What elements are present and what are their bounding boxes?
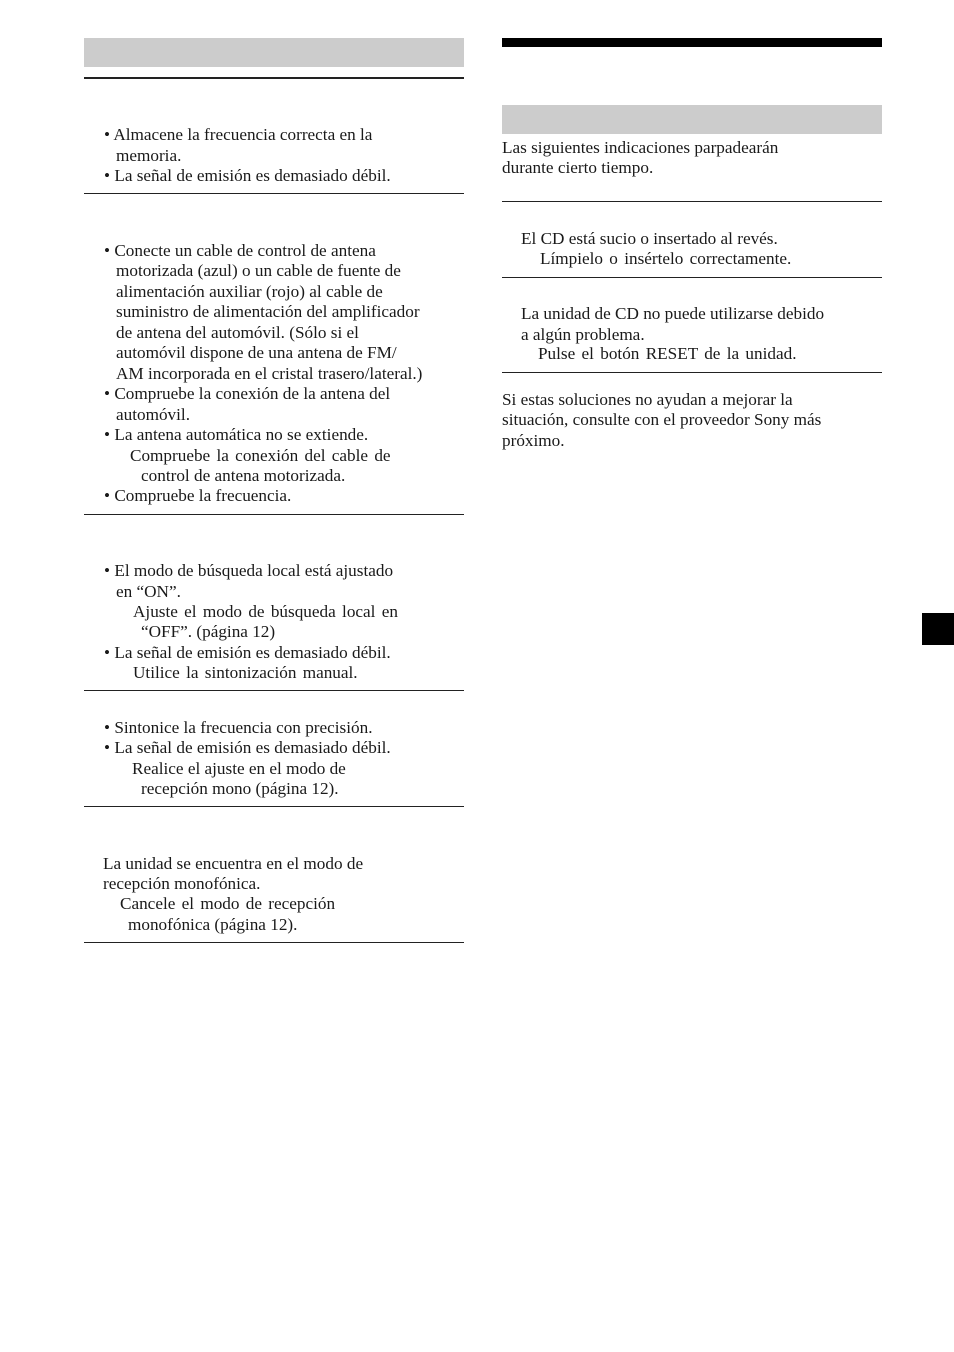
text-line: próximo. bbox=[502, 431, 565, 450]
left-rule-5 bbox=[84, 942, 464, 943]
text-line: Pulse el botón RESET de la unidad. bbox=[538, 344, 797, 363]
text-line: Si estas soluciones no ayudan a mejorar la bbox=[502, 390, 793, 409]
right-title-bar bbox=[502, 38, 882, 47]
text-line: La unidad de CD no puede utilizarse debido bbox=[521, 304, 825, 323]
text-line: • El modo de búsqueda local está ajustado bbox=[104, 561, 394, 580]
text-line: suministro de alimentación del amplificador bbox=[116, 302, 420, 321]
text-line: a algún problema. bbox=[521, 325, 645, 344]
text-line: control de antena motorizada. bbox=[141, 466, 346, 485]
text-line: automóvil. bbox=[116, 405, 190, 424]
text-line: recepción monofónica. bbox=[103, 874, 261, 893]
text-line: Cancele el modo de recepción bbox=[120, 894, 336, 913]
text-line: • Almacene la frecuencia correcta en la bbox=[104, 125, 373, 144]
left-rule-4 bbox=[84, 806, 464, 807]
text-line: • Compruebe la conexión de la antena del bbox=[104, 384, 391, 403]
text-line: El CD está sucio o insertado al revés. bbox=[521, 229, 778, 248]
text-line: alimentación auxiliar (rojo) al cable de bbox=[116, 282, 383, 301]
right-rule-3 bbox=[502, 372, 882, 373]
text-line: en “ON”. bbox=[116, 582, 181, 601]
text-line: recepción mono (página 12). bbox=[141, 779, 339, 798]
text-line: Utilice la sintonización manual. bbox=[133, 663, 358, 682]
text-line: Las siguientes indicaciones parpadearán bbox=[502, 138, 779, 157]
text-line: “OFF”. (página 12) bbox=[141, 622, 276, 641]
text-line: situación, consulte con el proveedor Sony más bbox=[502, 410, 822, 429]
text-line: memoria. bbox=[116, 146, 182, 165]
text-line: motorizada (azul) o un cable de fuente de bbox=[116, 261, 401, 280]
text-line: • La señal de emisión es demasiado débil. bbox=[104, 643, 391, 662]
text-line: • Conecte un cable de control de antena bbox=[104, 241, 376, 260]
text-line: • La señal de emisión es demasiado débil. bbox=[104, 738, 391, 757]
page-side-tab bbox=[922, 613, 954, 645]
text-line: durante cierto tiempo. bbox=[502, 158, 654, 177]
text-line: • Sintonice la frecuencia con precisión. bbox=[104, 718, 373, 737]
text-line: • La señal de emisión es demasiado débil. bbox=[104, 166, 391, 185]
left-rule-3 bbox=[84, 690, 464, 691]
text-line: monofónica (página 12). bbox=[128, 915, 298, 934]
text-line: automóvil dispone de una antena de FM/ bbox=[116, 343, 397, 362]
right-rule-1 bbox=[502, 201, 882, 202]
text-line: Límpielo o insértelo correctamente. bbox=[540, 249, 792, 268]
left-section-header-bar bbox=[84, 38, 464, 67]
text-line: Compruebe la conexión del cable de bbox=[130, 446, 391, 465]
left-rule-2 bbox=[84, 514, 464, 515]
text-line: Ajuste el modo de búsqueda local en bbox=[133, 602, 398, 621]
text-line: AM incorporada en el cristal trasero/lateral.) bbox=[116, 364, 423, 383]
text-line: • Compruebe la frecuencia. bbox=[104, 486, 292, 505]
text-line: La unidad se encuentra en el modo de bbox=[103, 854, 364, 873]
left-rule-1 bbox=[84, 193, 464, 194]
text-line: Realice el ajuste en el modo de bbox=[132, 759, 346, 778]
text-line: • La antena automática no se extiende. bbox=[104, 425, 369, 444]
text-line: de antena del automóvil. (Sólo si el bbox=[116, 323, 359, 342]
right-section-header-bar bbox=[502, 105, 882, 134]
left-header-rule bbox=[84, 77, 464, 79]
right-rule-2 bbox=[502, 277, 882, 278]
